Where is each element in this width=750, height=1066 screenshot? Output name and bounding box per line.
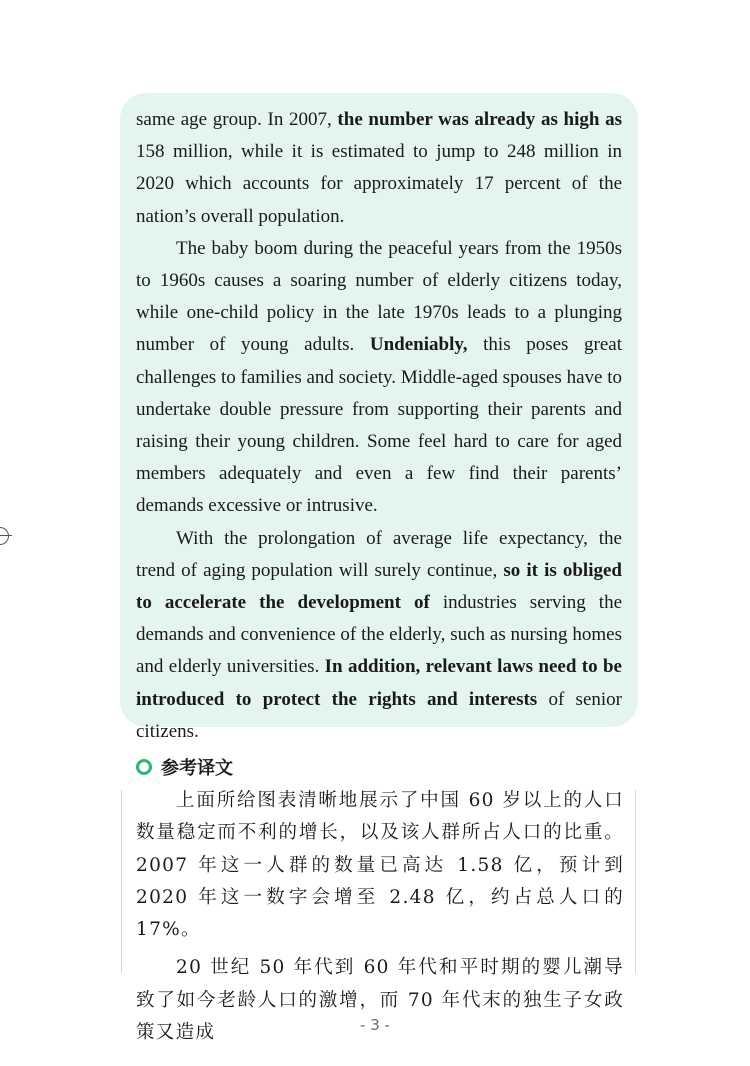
essay-text-run: The baby boom during the peaceful years from the 1950s to 1960s causes a soaring number of elderly citizens today, while one-child policy in the late 1970s leads to a plunging number of young adults.: [136, 237, 622, 356]
essay-paragraph: [136, 523, 622, 748]
essay-text-run: of senior citizens.: [136, 688, 622, 742]
essay-emphasis: the number was already as high as: [337, 109, 623, 130]
essay-text-run: With the prolongation of average life expectancy, the trend of aging population will surely continue,: [136, 527, 622, 581]
essay-text-run: industries serving the demands and convenience of the elderly, such as nursing homes and elderly universities.: [136, 592, 623, 678]
circle-bullet-icon: [136, 759, 152, 775]
essay-text-run: same age group. In 2007,: [136, 109, 338, 130]
page-number: - 3 -: [360, 1016, 390, 1034]
essay-emphasis: so it is obliged to accelerate the development of: [136, 559, 622, 614]
translation-right-rule: [635, 790, 636, 973]
essay-text: [136, 104, 622, 748]
essay-paragraph: [136, 104, 622, 233]
translation-left-rule: [121, 790, 122, 973]
essay-text-run: 158 million, while it is estimated to jump to 248 million in 2020 which accounts for approximately 17 percent of the nation’s overall population.: [136, 141, 622, 227]
translation-title: 参考译文: [161, 758, 233, 779]
translation-paragraph: 20 世纪 50 年代到 60 年代和平时期的婴儿潮导致了如今老龄人口的激增，而 70 年代末的独生子女政策又造成: [136, 957, 624, 1044]
essay-paragraph: [136, 233, 622, 523]
essay-text-run: this poses great challenges to families and society. Middle-aged spouses have to undertake double pressure from supporting their parents and raising their young children. Some feel hard to care for aged members adequately and even a few find their parents’ demands excessive or intrusive.: [136, 334, 622, 517]
translation-paragraph: 上面所给图表清晰地展示了中国 60 岁以上的人口数量稳定而不利的增长，以及该人群所占人口的比重。2007 年这一人群的数量已高达 1.58 亿，预计到 2020 年这一数字会增至 2.48 亿，约占总人口的 17%。: [136, 790, 624, 941]
essay-emphasis: In addition, relevant laws need to be introduced to protect the rights and interests: [136, 656, 622, 710]
registration-mark-icon: [0, 527, 9, 545]
essay-emphasis: Undeniably,: [369, 334, 468, 356]
translation-header: [136, 753, 233, 781]
translation-text: [136, 785, 624, 1049]
